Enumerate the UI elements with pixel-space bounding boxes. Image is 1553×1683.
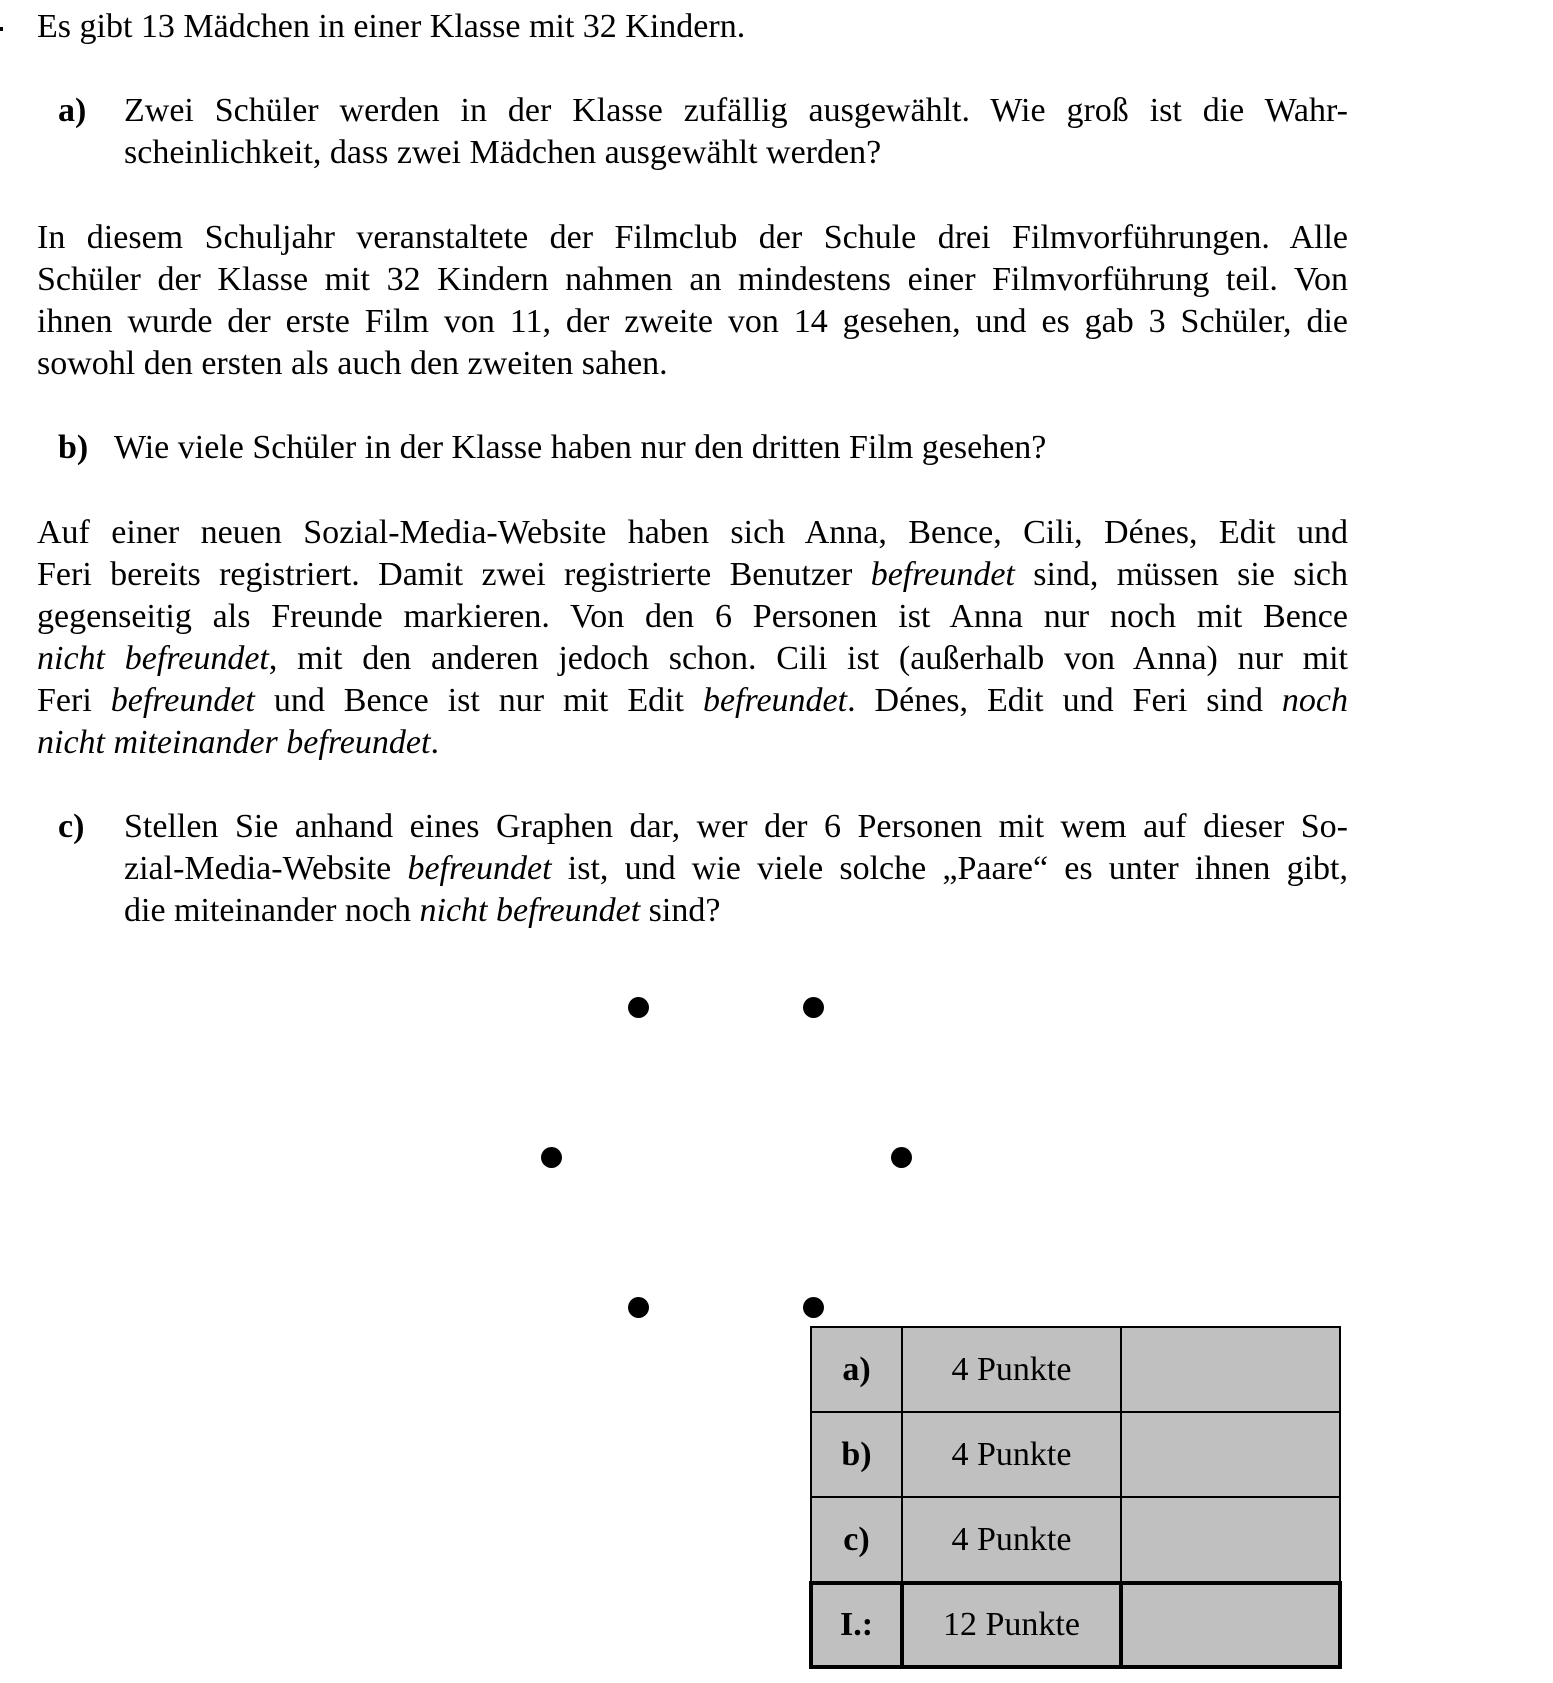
part-a-question-line1: Zwei Schüler werden in der Klasse zufällig ausgewählt. Wie groß ist die Wahr- — [124, 92, 1348, 129]
score-field[interactable] — [1121, 1497, 1340, 1583]
graph-vertex — [541, 1147, 562, 1168]
score-total-label: I.: — [811, 1583, 902, 1667]
social-l2-a: Feri bereits registriert. Damit zwei registrierte Benutzer — [37, 556, 871, 593]
graph-vertex — [891, 1147, 912, 1168]
score-part: b) — [811, 1412, 902, 1497]
part-c-l2-italic: befreundet — [407, 850, 552, 887]
graph-vertex — [803, 1297, 824, 1318]
part-c-l2-b: ist, und wie viele solche „Paare“ es unter ihnen gibt, — [551, 850, 1348, 887]
social-paragraph-line4 — [37, 638, 1348, 680]
social-l6-b: . — [430, 724, 439, 761]
score-total-points: 12 Punkte — [902, 1583, 1121, 1667]
score-part: a) — [811, 1327, 902, 1412]
part-b-question: Wie viele Schüler in der Klasse haben nur den dritten Film gesehen? — [114, 429, 1047, 466]
score-total-row — [811, 1583, 1340, 1667]
social-paragraph-line3: gegenseitig als Freunde markieren. Von den 6 Personen ist Anna nur noch mit Bence — [37, 598, 1348, 635]
part-c-label: c) — [58, 808, 85, 845]
social-paragraph-line6 — [37, 722, 439, 764]
score-points: 4 Punkte — [902, 1327, 1121, 1412]
social-l6-italic: nicht miteinander befreundet — [37, 724, 431, 761]
film-paragraph-line2: Schüler der Klasse mit 32 Kindern nahmen an mindestens einer Filmvorführung teil. Von — [37, 261, 1348, 298]
social-l5-italic2: befreundet — [702, 682, 848, 719]
part-b-label: b) — [58, 429, 89, 466]
film-paragraph-line1: In diesem Schuljahr veranstaltete der Filmclub der Schule drei Filmvorführungen. Alle — [37, 219, 1348, 256]
social-l5-italic1: befreundet — [110, 682, 255, 719]
social-l5-a: Feri — [37, 682, 111, 719]
score-field[interactable] — [1121, 1412, 1340, 1497]
graph-vertex — [628, 1297, 649, 1318]
graph-vertex — [803, 997, 824, 1018]
score-field[interactable] — [1121, 1327, 1340, 1412]
score-points: 4 Punkte — [902, 1497, 1121, 1583]
score-part: c) — [811, 1497, 902, 1583]
part-a-question-line2: scheinlichkeit, dass zwei Mädchen ausgewählt werden? — [124, 134, 882, 171]
social-paragraph-line1: Auf einer neuen Sozial-Media-Website haben sich Anna, Bence, Cili, Dénes, Edit und — [37, 514, 1348, 551]
social-l5-c: . Dénes, Edit und Feri sind — [847, 682, 1282, 719]
intro-text: Es gibt 13 Mädchen in einer Klasse mit 32 Kindern. — [37, 8, 746, 45]
social-l5-b: und Bence ist nur mit Edit — [254, 682, 703, 719]
social-paragraph-line5 — [37, 680, 1348, 722]
score-row — [811, 1412, 1340, 1497]
social-l4-italic: nicht befreundet — [37, 640, 269, 677]
film-paragraph-line3: ihnen wurde der erste Film von 11, der zweite von 14 gesehen, und es gab 3 Schüler, die — [37, 303, 1348, 340]
social-l5-italic3: noch — [1281, 682, 1348, 719]
score-total-field[interactable] — [1121, 1583, 1340, 1667]
social-paragraph-line2 — [37, 554, 1348, 596]
social-l2-b: sind, müssen sie sich — [1014, 556, 1349, 593]
margin-mark — [0, 27, 3, 31]
score-table — [809, 1326, 1342, 1669]
part-c-l3-a: die miteinander noch — [124, 892, 420, 929]
score-row — [811, 1327, 1340, 1412]
part-c-question-line3 — [124, 890, 720, 932]
part-a-label: a) — [58, 92, 87, 129]
graph-vertex — [628, 997, 649, 1018]
social-l4-b: , mit den anderen jedoch schon. Cili ist (außerhalb von Anna) nur mit — [268, 640, 1349, 677]
score-points: 4 Punkte — [902, 1412, 1121, 1497]
part-c-l3-italic: nicht befreundet — [419, 892, 641, 929]
part-c-l3-b: sind? — [640, 892, 721, 929]
part-c-l2-a: zial-Media-Website — [124, 850, 408, 887]
social-l2-italic: befreundet — [870, 556, 1015, 593]
score-row — [811, 1497, 1340, 1583]
part-c-question-line1: Stellen Sie anhand eines Graphen dar, wer der 6 Personen mit wem auf dieser So- — [124, 808, 1348, 845]
film-paragraph-line4: sowohl den ersten als auch den zweiten sahen. — [37, 345, 668, 382]
part-c-question-line2 — [124, 848, 1348, 890]
